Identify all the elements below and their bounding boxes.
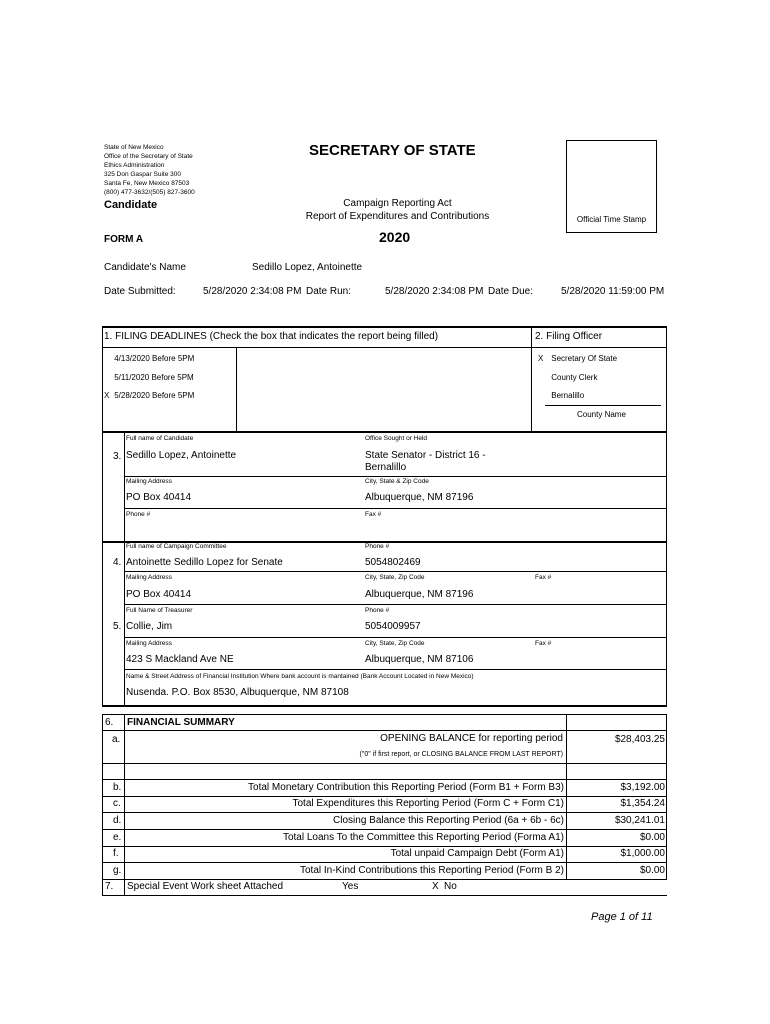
committee-city-label: City, State, Zip Code [365, 574, 425, 581]
row-letter: e. [113, 832, 122, 843]
row-value: $30,241.01 [614, 815, 665, 826]
agency-line: State of New Mexico [104, 144, 164, 151]
special-event-yes[interactable]: Yes [342, 881, 359, 892]
row-value: $1,000.00 [620, 848, 665, 859]
treasurer-city-label: City, State, Zip Code [365, 640, 425, 647]
row-label: Total In-Kind Contributions this Reporting Period (Form B 2) [299, 865, 564, 876]
treasurer-name: Collie, Jim [126, 621, 173, 632]
section-number: 5. [113, 621, 122, 632]
candidate-name-label: Candidate's Name [104, 262, 186, 273]
agency-line: Ethics Administration [104, 162, 165, 169]
row-label: Closing Balance this Reporting Period (6a + 6b - 6c) [333, 815, 564, 826]
treasurer-phone-label: Phone # [365, 607, 390, 614]
opening-balance-note: ("0" if first report, or CLOSING BALANCE FROM LAST REPORT) [359, 751, 563, 758]
officer-text: Bernalillo [551, 391, 585, 400]
page-title: SECRETARY OF STATE [309, 142, 476, 159]
date-run-value: 5/28/2020 2:34:08 PM [385, 286, 484, 297]
deadline-option[interactable] [104, 373, 194, 382]
deadline-text: 5/11/2020 Before 5PM [114, 373, 194, 382]
opening-balance-value: $28,403.25 [614, 734, 665, 745]
candidate-heading: Candidate [104, 199, 158, 211]
deadline-option[interactable] [104, 391, 194, 400]
treasurer-mailing: 423 S Mackland Ave NE [126, 654, 234, 665]
row-value: $3,192.00 [620, 782, 665, 793]
deadline-option[interactable] [104, 354, 194, 363]
row-letter: g. [113, 865, 122, 876]
row-letter: d. [113, 815, 122, 826]
candidate-full-name-label: Full name of Candidate [126, 435, 194, 442]
officer-text: County Clerk [551, 373, 598, 382]
date-due-label: Date Due: [488, 286, 534, 297]
agency-address [104, 143, 195, 197]
committee-mailing: PO Box 40414 [126, 589, 192, 600]
time-stamp-label: Official Time Stamp [576, 215, 647, 224]
section-number: 4. [113, 557, 122, 568]
date-due-value: 5/28/2020 11:59:00 PM [561, 286, 665, 297]
agency-line: Office of the Secretary of State [104, 153, 193, 160]
deadline-text: 4/13/2020 Before 5PM [114, 354, 195, 363]
committee-mailing-label: Mailing Address [126, 574, 172, 581]
county-name-label: County Name [577, 410, 626, 419]
section-number: 6. [105, 717, 114, 728]
financial-summary-title: FINANCIAL SUMMARY [127, 717, 235, 728]
treasurer-fax-label: Fax # [535, 640, 552, 647]
row-value: $1,354.24 [620, 798, 665, 809]
date-submitted-label: Date Submitted: [104, 286, 176, 297]
date-submitted-value: 5/28/2020 2:34:08 PM [203, 286, 302, 297]
candidate-full-name: Sedillo Lopez, Antoinette [126, 450, 237, 461]
deadline-text: 5/28/2020 Before 5PM [114, 391, 195, 400]
filing-deadlines-title: 1. FILING DEADLINES (Check the box that indicates the report being filled) [104, 331, 439, 342]
committee-fax-label: Fax # [535, 574, 552, 581]
officer-option[interactable] [538, 354, 617, 363]
row-value: $0.00 [639, 832, 665, 843]
city-state-zip: Albuquerque, NM 87196 [365, 492, 474, 503]
mailing-address: PO Box 40414 [126, 492, 192, 503]
row-label: Total unpaid Campaign Debt (Form A1) [390, 848, 564, 859]
report-year: 2020 [379, 229, 411, 245]
row-label: Total Monetary Contribution this Reporting Period (Form B1 + Form B3) [248, 782, 564, 793]
treasurer-mailing-label: Mailing Address [126, 640, 172, 647]
officer-option[interactable] [538, 391, 584, 400]
office-value: State Senator - District 16 - [365, 450, 486, 461]
filing-officer-title: 2. Filing Officer [535, 331, 603, 342]
candidate-name-value: Sedillo Lopez, Antoinette [252, 262, 363, 273]
city-state-zip-label: City, State & Zip Code [365, 478, 429, 485]
bank-label: Name & Street Address of Financial Institution Where bank account is mantained (Bank Account Located in New Mexico) [126, 673, 474, 680]
agency-line: 325 Don Gaspar Suite 300 [104, 171, 181, 178]
act-name: Campaign Reporting Act [343, 198, 452, 209]
phone-label: Phone # [126, 511, 151, 518]
treasurer-phone: 5054009957 [365, 621, 421, 632]
special-event-label: Special Event Work sheet Attached [127, 881, 284, 892]
committee-name: Antoinette Sedillo Lopez for Senate [126, 557, 283, 568]
bank-value: Nusenda. P.O. Box 8530, Albuquerque, NM 87108 [126, 687, 349, 698]
committee-city: Albuquerque, NM 87196 [365, 589, 474, 600]
date-run-label: Date Run: [306, 286, 352, 297]
special-event-no[interactable]: No [444, 881, 457, 892]
officer-option[interactable] [538, 373, 597, 382]
row-value: $0.00 [639, 865, 665, 876]
row-letter: f. [113, 848, 119, 859]
mailing-address-label: Mailing Address [126, 478, 172, 485]
row-label: Total Loans To the Committee this Reporting Period (Forma A1) [282, 832, 564, 843]
row-letter: a. [112, 734, 121, 745]
treasurer-city: Albuquerque, NM 87106 [365, 654, 474, 665]
row-letter: c. [113, 798, 121, 809]
committee-name-label: Full name of Campaign Committee [126, 543, 227, 550]
row-letter: b. [113, 782, 122, 793]
special-event-no-mark: X [432, 881, 439, 892]
agency-line: Santa Fe, New Mexico 87503 [104, 180, 190, 187]
page-number: Page 1 of 11 [591, 911, 653, 923]
opening-balance-label: OPENING BALANCE for reporting period [380, 733, 563, 744]
office-value-line2: Bernalillo [365, 462, 407, 473]
form-label: FORM A [104, 234, 144, 245]
agency-line: (800) 477-3632/(505) 827-3600 [104, 189, 195, 196]
office-label: Office Sought or Held [365, 435, 428, 442]
treasurer-name-label: Full Name of Treasurer [126, 607, 193, 614]
deadline-checkmark: X [104, 391, 110, 400]
section-number: 7. [105, 881, 114, 892]
committee-phone: 5054802469 [365, 557, 421, 568]
row-label: Total Expenditures this Reporting Period (Form C + Form C1) [292, 798, 564, 809]
report-name: Report of Expenditures and Contributions [305, 211, 490, 222]
officer-checkmark: X [538, 354, 544, 363]
officer-text: Secretary Of State [551, 354, 618, 363]
section-number: 3. [113, 451, 122, 462]
fax-label: Fax # [365, 511, 382, 518]
committee-phone-label: Phone # [365, 543, 390, 550]
